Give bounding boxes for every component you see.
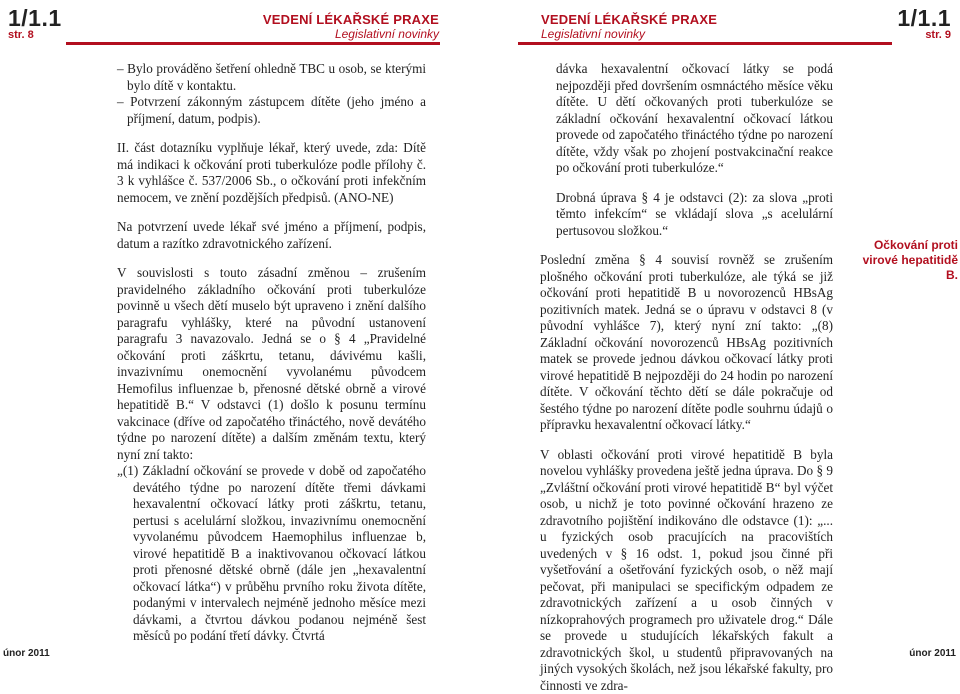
quoted-paragraph: „(1) Základní očkování se provede v době od započatého devátého týdne po narození dítěte třemi dávkami hexavalentní očkovací látky proti záškrtu, tetanu, pertusi s acelulární složkou, invazivnímu onemocnění vyvolanému původcem Haemophilus influenzae b, virové hepatitidě B a inaktivovanou očkovací látkou proti přenosné dětské obrně (dále jen „hexavalentní očkovací látka“) v průběhu prvního roku života dítěte, podanými v intervalech nejméně jednoho měsíce mezi dávkami, a čtvrtou dávkou podanou nejméně šest měsíců po podání třetí dávky. Čtvrtá	[117, 463, 426, 645]
article-column-left	[117, 61, 426, 645]
header-rule-left	[66, 42, 440, 45]
paragraph: Drobná úprava § 4 je odstavci (2): za slova „proti těmto infekcím“ se vkládají slova „s acelulární pertusovou složkou.“	[540, 190, 833, 240]
paragraph: Na potvrzení uvede lékař své jméno a příjmení, podpis, datum a razítko zdravotnického zařízení.	[117, 219, 426, 252]
footer-date-left: únor 2011	[3, 648, 50, 659]
section-title-right: VEDENÍ LÉKAŘSKÉ PRAXE	[541, 12, 717, 27]
paragraph: V oblasti očkování proti virové hepatitidě B byla novelou vyhlášky provedena ještě jedna úprava. Do § 9 „Zvláštní očkování proti virové hepatitidě B“ byl výčet osob, u nichž je toto povinné očkování hrazeno ze zdravotního pojištění indikováno dle odstavce (1): „... u fyzických osob pracujících na pracovištích uvedených v § 16 odst. 1, pokud jsou činné při vyšetřování a ošetřování fyzických osob, o něž mají pečovat, při manipulaci se specifickým odpadem ze zdravotnických zařízení a u osob činných v nízkoprahových programech pro uživatele drog.“ Dále se provede u studujících lékařských fakult a zdravotnických škol, u studentů připravovaných na jiných vysokých školách, než jsou lékařské fakulty, pro činnosti ve zdra-	[540, 447, 833, 694]
header-rule-right	[518, 42, 892, 45]
article-column-right	[540, 61, 833, 694]
issue-number-text: 1/1.1	[8, 5, 62, 31]
section-subtitle-left: Legislativní novinky	[263, 27, 439, 41]
issue-number-right	[897, 7, 951, 42]
issue-number-left	[8, 7, 62, 42]
paragraph: – Potvrzení zákonným zástupcem dítěte (jeho jméno a příjmení, datum, podpis).	[117, 94, 426, 127]
page-number-right: str. 9	[897, 29, 951, 42]
paragraph: – Bylo prováděno šetření ohledně TBC u osob, se kterými bylo dítě v kontaktu.	[117, 61, 426, 94]
paragraph: II. část dotazníku vyplňuje lékař, který uvede, zda: Dítě má indikaci k očkování proti tuberkulóze podle přílohy č. 3 k vyhlášce č. 537/2006 Sb., o očkování proti infekčním nemocem, ve znění pozdějších předpisů. (ANO-NE)	[117, 140, 426, 206]
section-title-left: VEDENÍ LÉKAŘSKÉ PRAXE	[263, 12, 439, 27]
margin-note: Očkování proti virové hepatitidě B.	[858, 238, 958, 283]
section-header-right	[541, 12, 717, 41]
quoted-paragraph: dávka hexavalentní očkovací látky se podá nejpozději před dovršením osmnáctého měsíce věku dítěte. U dětí očkovaných proti tuberkulóze se základní očkování hexavalentní očkovací látkou provede od započatého třináctého týdne po narození dítěte, vždy však po zhojení postvakcinační reakce po očkování proti tuberkulóze.“	[540, 61, 833, 177]
footer-date-right: únor 2011	[909, 648, 956, 659]
issue-number-text: 1/1.1	[897, 5, 951, 31]
page-number-left: str. 8	[8, 29, 62, 42]
paragraph: Poslední změna § 4 souvisí rovněž se zrušením plošného očkování proti tuberkulóze, ale týká se již očkování proti hepatitidě B u novorozenců HBsAg pozitivních matek. Jedná se o úpravu v odstavci 8 (v původní vyhlášce 7), který nyní zní takto: „(8) Základní očkování novorozenců HBsAg pozitivních matek se provede jednou dávkou očkovací látky proti virové hepatitidě B nejpozději do 24 hodin po narození dítěte. V očkování těchto dětí se dále pokračuje od šestého týdne po narození dítěte podle souhrnu údajů o přípravku hexavalentní očkovací látky.“	[540, 252, 833, 434]
paragraph: V souvislosti s touto zásadní změnou – zrušením pravidelného základního očkování proti tuberkulóze povinně u všech dětí muselo být upraveno i znění dalšího paragrafu vyhlášky, které na původní ustanovení paragrafu 3 navazovalo. Jedná se o § 4 „Pravidelné očkování proti záškrtu, tetanu, dávivému kašli, invazivnímu onemocnění vyvolanému původcem Hemofilus influenzae b, přenosné dětské obrně a virové hepatitidě B.“ V odstavci (1) došlo k posunu termínu vakcinace (dříve od započatého třináctého, nově devátého týdne po narození dítěte) a dalším změnám textu, který nyní zní takto:	[117, 265, 426, 463]
section-header-left	[263, 12, 439, 41]
section-subtitle-right: Legislativní novinky	[541, 27, 717, 41]
